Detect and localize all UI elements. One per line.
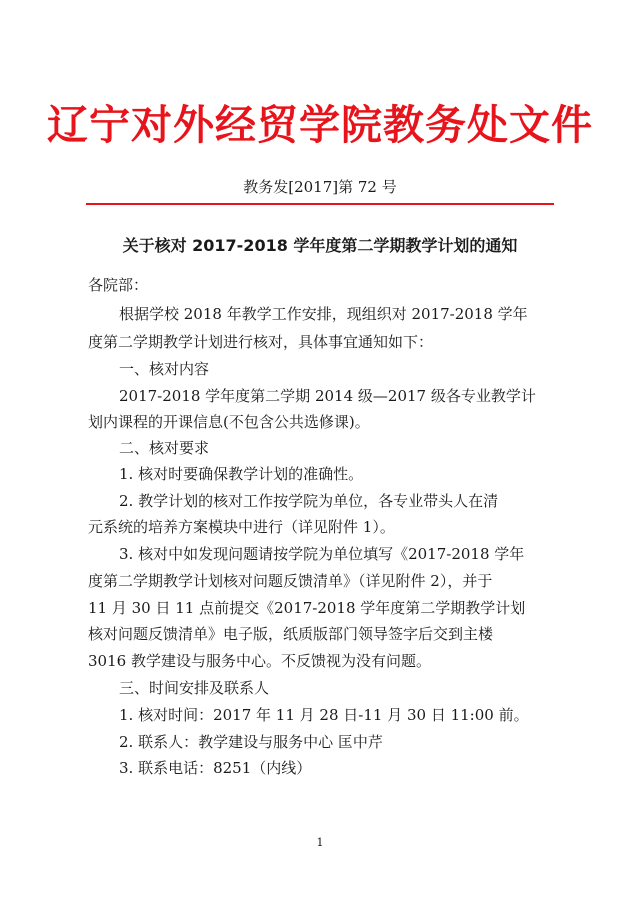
section-2-item-3-line-3: 11 月 30 日 11 点前提交《2017-2018 学年度第二学期教学计划 bbox=[88, 599, 526, 617]
section-2-item-3-line-5: 3016 教学建设与服务中心。不反馈视为没有问题。 bbox=[88, 652, 431, 670]
page-number: 1 bbox=[316, 836, 324, 849]
section-2-item-1: 1. 核对时要确保教学计划的准确性。 bbox=[119, 465, 364, 483]
section-2-item-3-line-2: 度第二学期教学计划核对问题反馈清单》（详见附件 2），并于 bbox=[88, 572, 493, 590]
document-number: 教务发[2017]第 72 号 bbox=[243, 178, 397, 196]
header-divider bbox=[86, 203, 554, 205]
section-3-item-2: 2. 联系人：教学建设与服务中心 匡中芹 bbox=[119, 733, 383, 751]
section-1-heading: 一、核对内容 bbox=[119, 360, 210, 378]
section-2-item-2-line-1: 2. 教学计划的核对工作按学院为单位，各专业带头人在清 bbox=[119, 492, 499, 510]
section-2-item-2-line-2: 元系统的培养方案模块中进行（详见附件 1）。 bbox=[88, 518, 395, 536]
section-2-item-3-line-1: 3. 核对中如发现问题请按学院为单位填写《2017-2018 学年 bbox=[119, 545, 525, 563]
section-3-item-1: 1. 核对时间：2017 年 11 月 28 日-11 月 30 日 11:00 前。 bbox=[119, 706, 529, 724]
section-3-heading: 三、时间安排及联系人 bbox=[119, 679, 270, 697]
section-2-heading: 二、核对要求 bbox=[119, 439, 210, 457]
section-2-item-3-line-4: 核对问题反馈清单》电子版，纸质版部门领导签字后交到主楼 bbox=[88, 625, 494, 643]
notice-title: 关于核对 2017-2018 学年度第二学期教学计划的通知 bbox=[122, 236, 518, 255]
section-1-line-2: 划内课程的开课信息(不包含公共选修课)。 bbox=[88, 413, 370, 431]
section-1-line-1: 2017-2018 学年度第二学期 2014 级—2017 级各专业教学计 bbox=[119, 387, 536, 405]
section-3-item-3: 3. 联系电话：8251（内线） bbox=[119, 759, 312, 777]
salutation: 各院部： bbox=[88, 276, 149, 294]
intro-line-1: 根据学校 2018 年教学工作安排，现组织对 2017-2018 学年 bbox=[119, 305, 528, 323]
intro-line-2: 度第二学期教学计划进行核对，具体事宜通知如下： bbox=[88, 333, 434, 351]
issuer-title: 辽宁对外经贸学院教务处文件 bbox=[47, 101, 593, 149]
